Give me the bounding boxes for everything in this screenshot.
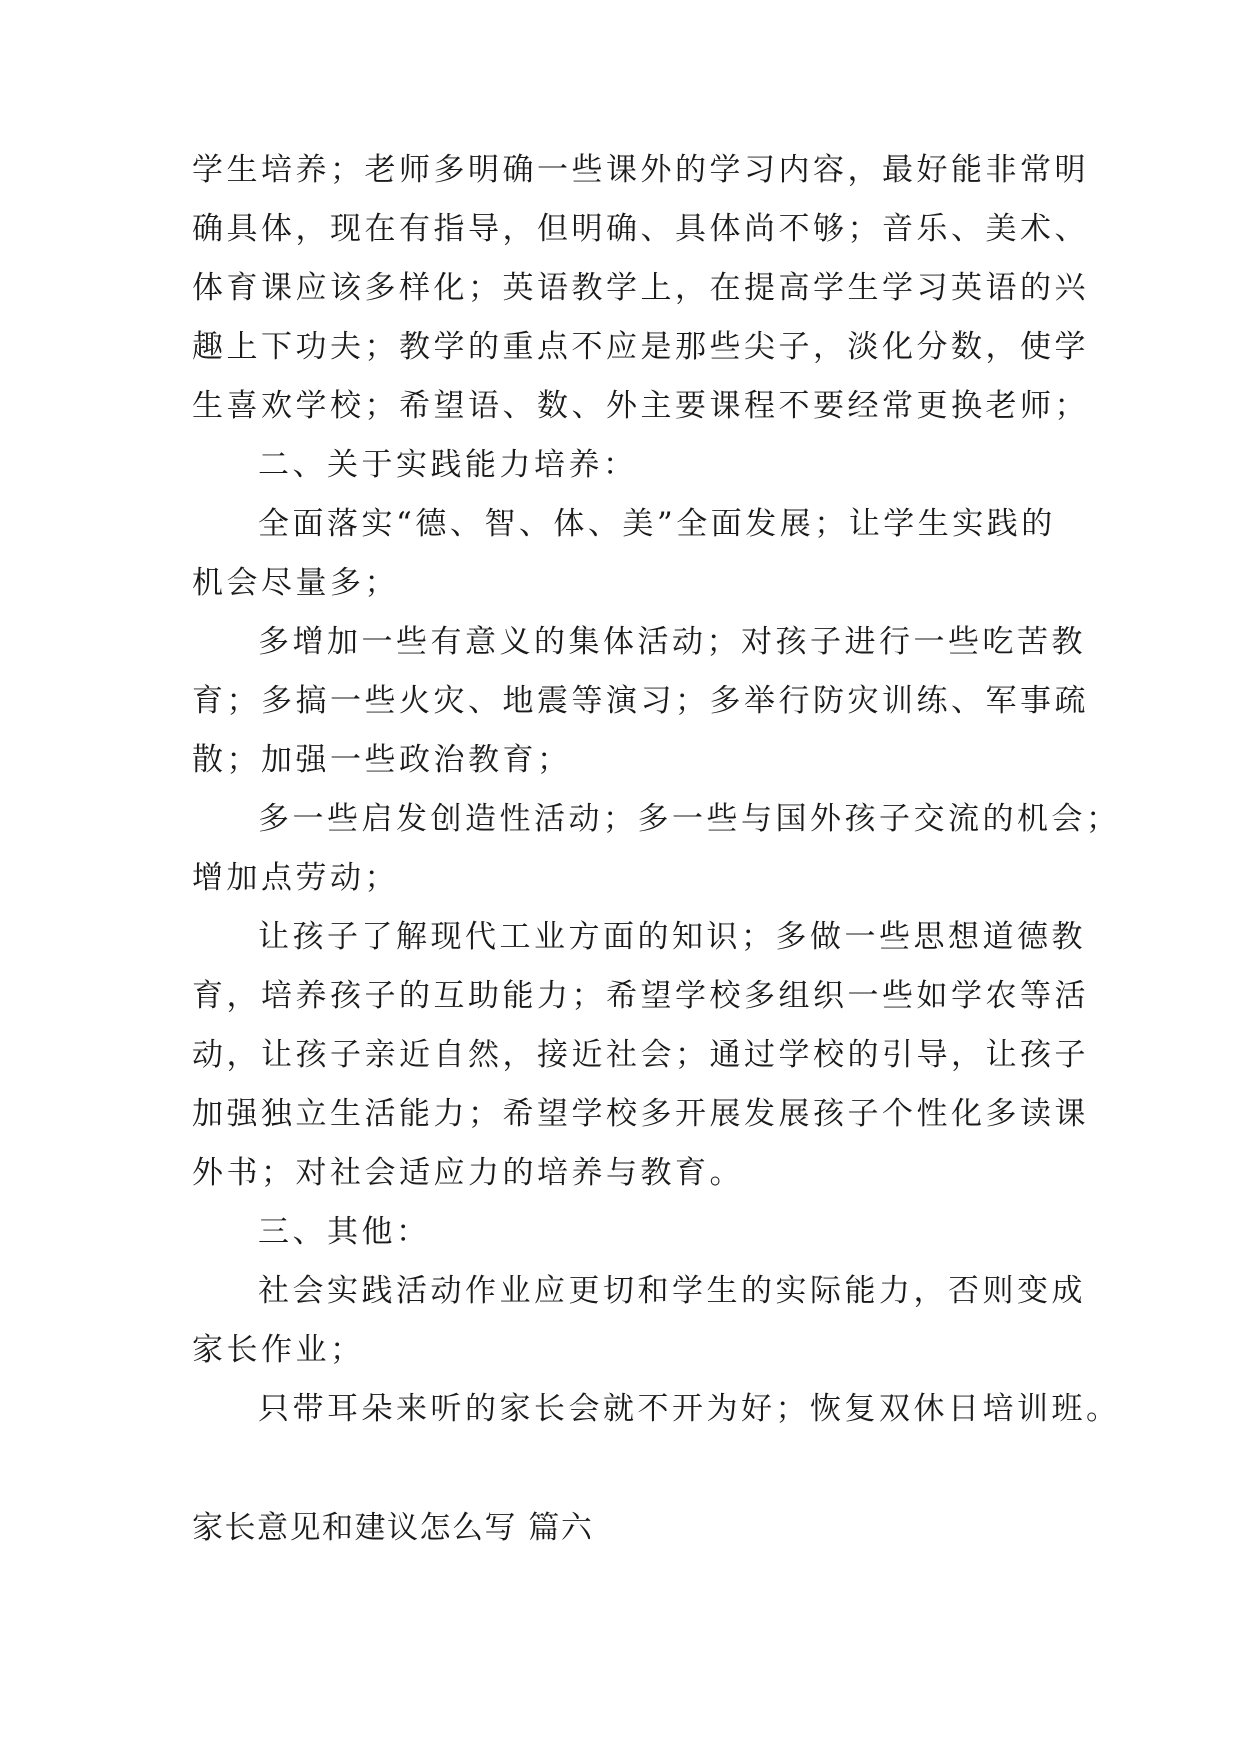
paragraph-line: 让孩子了解现代工业方面的知识；多做一些思想道德教 xyxy=(258,919,1086,955)
section-heading: 家长意见和建议怎么写 篇六 xyxy=(192,1510,594,1546)
paragraph-line: 育，培养孩子的互助能力；希望学校多组织一些如学农等活 xyxy=(192,978,1089,1014)
paragraph-line: 确具体，现在有指导，但明确、具体尚不够；音乐、美术、 xyxy=(192,211,1089,247)
paragraph-line: 育；多搞一些火灾、地震等演习；多举行防灾训练、军事疏 xyxy=(192,683,1089,719)
paragraph-line: 增加点劳动； xyxy=(192,860,399,896)
paragraph-line: 机会尽量多； xyxy=(192,565,399,601)
paragraph-line: 散；加强一些政治教育； xyxy=(192,742,572,778)
paragraph-line: 动，让孩子亲近自然，接近社会；通过学校的引导，让孩子 xyxy=(192,1037,1089,1073)
paragraph-line: 学生培养；老师多明确一些课外的学习内容，最好能非常明 xyxy=(192,152,1089,188)
paragraph-line: 多一些启发创造性活动；多一些与国外孩子交流的机会； xyxy=(258,801,1121,837)
paragraph-line: 体育课应该多样化；英语教学上，在提高学生学习英语的兴 xyxy=(192,270,1089,306)
paragraph-line: 社会实践活动作业应更切和学生的实际能力，否则变成 xyxy=(258,1273,1086,1309)
subheading-practice: 二、关于实践能力培养： xyxy=(258,447,638,483)
paragraph-line: 只带耳朵来听的家长会就不开为好；恢复双休日培训班。 xyxy=(258,1391,1121,1427)
paragraph-line: 多增加一些有意义的集体活动；对孩子进行一些吃苦教 xyxy=(258,624,1086,660)
paragraph-line: 趣上下功夫；教学的重点不应是那些尖子，淡化分数，使学 xyxy=(192,329,1089,365)
paragraph-line: 外书；对社会适应力的培养与教育。 xyxy=(192,1155,744,1191)
paragraph-line: 全面落实“德、智、体、美”全面发展；让学生实践的 xyxy=(258,506,1056,542)
subheading-other: 三、其他： xyxy=(258,1214,431,1250)
paragraph-line: 家长作业； xyxy=(192,1332,365,1368)
paragraph-line: 生喜欢学校；希望语、数、外主要课程不要经常更换老师； xyxy=(192,388,1089,424)
paragraph-line: 加强独立生活能力；希望学校多开展发展孩子个性化多读课 xyxy=(192,1096,1089,1132)
